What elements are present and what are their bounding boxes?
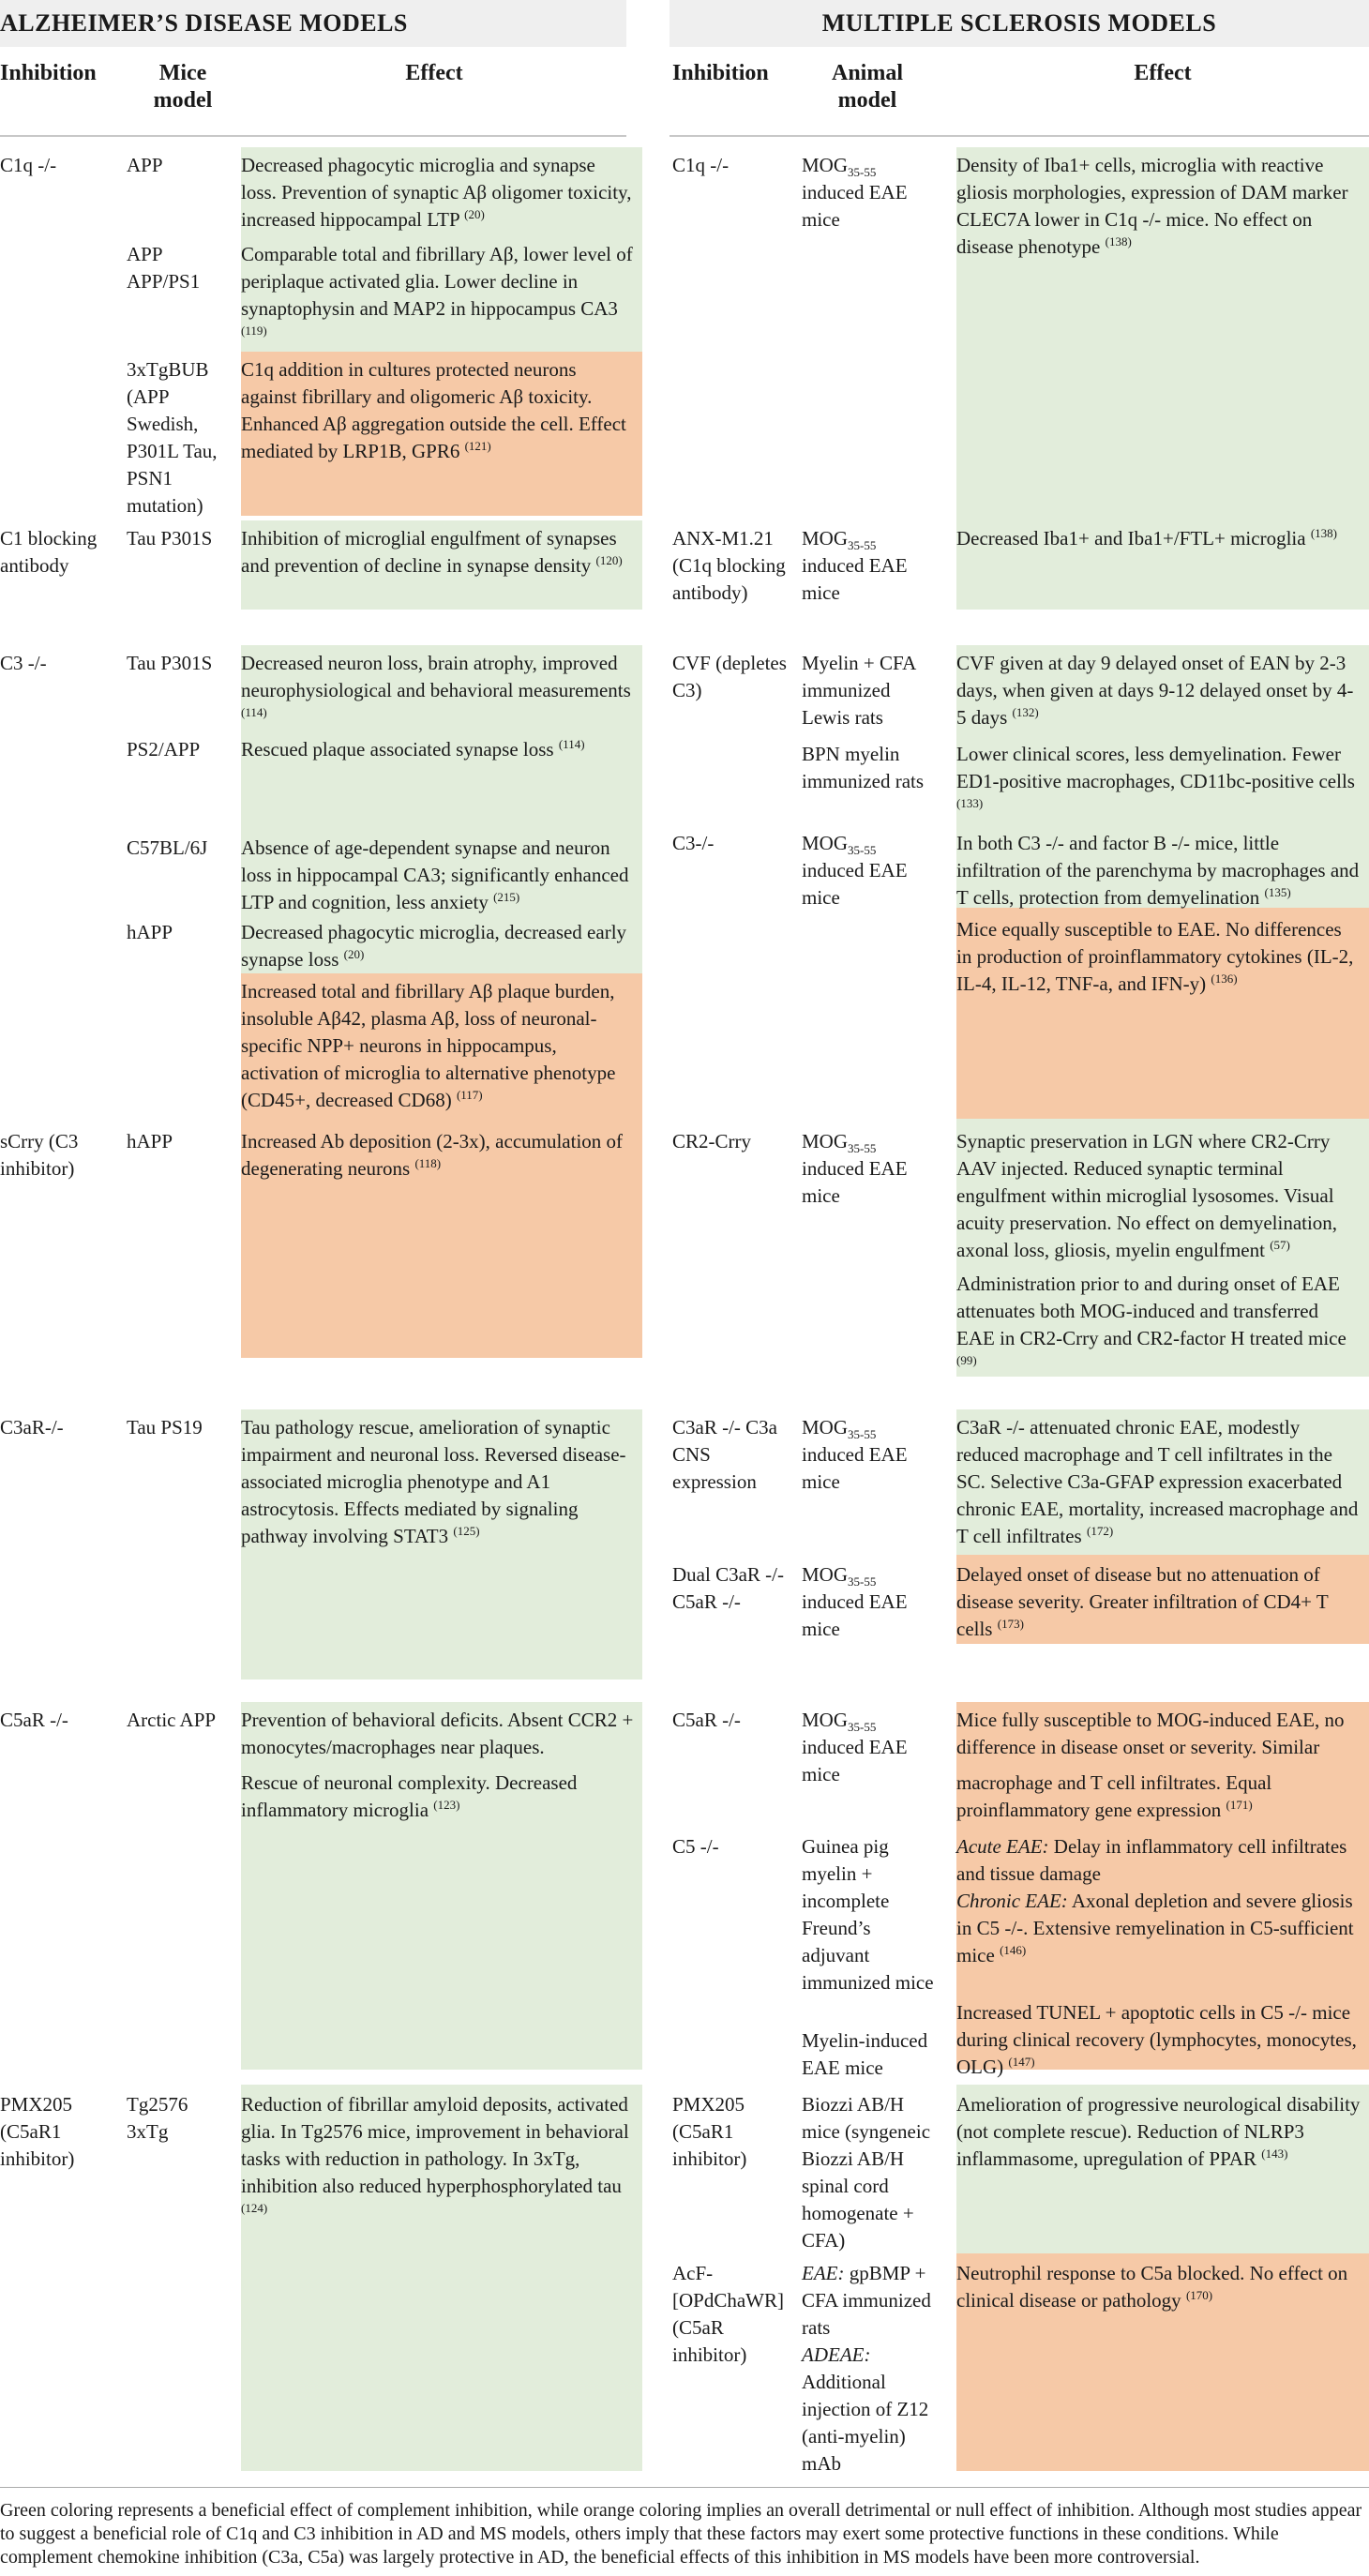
ad-header-inhibition: Inhibition — [0, 61, 97, 85]
ms-mog-rest2: mice — [802, 208, 840, 231]
ms-effect-anx-text: Decreased Iba1+ and Iba1+/FTL+ microglia — [956, 527, 1306, 550]
ms-effect-myelin-ref: (147) — [1008, 2055, 1035, 2069]
ms-effect-c5ar2 — [956, 1770, 1361, 1824]
ms-header-model-line2: model — [837, 88, 897, 113]
ad-effect-pmx-ref: (124) — [241, 2201, 268, 2215]
ms-mog-rest1: induced EAE — [802, 1157, 908, 1180]
ad-effect-ps2app-ref: (114) — [558, 737, 585, 751]
ms-effect-anx — [956, 525, 1361, 552]
ms-inhib-anx: ANX-M1.21 (C1q blocking antibody) — [672, 527, 786, 604]
ms-effect-cr2-2 — [956, 1271, 1361, 1379]
ad-effect-3xtgbub-text: C1q addition in cultures protected neurons against fibrillary and oligomeric Aβ toxicity. Enhanced Aβ aggregation outside the cell. Effect mediated by LRP1B, GPR6 — [241, 358, 626, 462]
ad-effect-ps2app — [241, 736, 635, 763]
ad-model-taup301s-a: Tau P301S — [127, 527, 213, 550]
ms-effect-cvf-text: CVF given at day 9 delayed onset of EAN by 2-3 days, when given at days 9-12 delayed onset by 4-5 days — [956, 652, 1354, 729]
ad-effect-app — [241, 152, 635, 233]
ms-inhib-cvf: CVF (depletes C3) — [672, 652, 787, 701]
ad-model-app-line: APP — [127, 243, 163, 265]
ad-header-effect: Effect — [405, 61, 463, 85]
ms-effect-acf — [956, 2260, 1361, 2314]
ms-c5-acute-label: Acute EAE: — [956, 1835, 1049, 1858]
ad-effect-c1block-text: Inhibition of microglial engulfment of synapses and prevention of decline in synapse density — [241, 527, 617, 577]
ad-header-model — [122, 60, 244, 114]
ms-model-mog-2 — [802, 525, 933, 607]
ms-inhib-c1q: C1q -/- — [672, 154, 730, 176]
ms-mog-rest1: induced EAE — [802, 1736, 908, 1758]
ms-effect-cvf-ref: (132) — [1012, 705, 1039, 719]
ms-header-effect: Effect — [1134, 61, 1192, 85]
ad-effect-c3tau — [241, 650, 635, 731]
ms-effect-dual-text: Delayed onset of disease but no attenuation of disease severity. Greater infiltration of CD4+ T cells — [956, 1563, 1329, 1640]
ad-effect-app-text: Decreased phagocytic microglia and synapse loss. Prevention of synaptic Aβ oligomer toxicity, increased hippocampal LTP — [241, 154, 632, 231]
ms-mog-sub: 35-55 — [848, 843, 877, 858]
ad-effect-c3tau-text: Decreased neuron loss, brain atrophy, improved neurophysiological and behavioral measurements — [241, 652, 631, 701]
ad-model-tg2576: Tg2576 — [127, 2093, 188, 2116]
ms-header-model — [802, 60, 933, 114]
ms-effect-pmx-ref: (143) — [1261, 2147, 1288, 2161]
ms-effect-bpn-ref: (133) — [956, 796, 984, 810]
ad-effect-happ1-ref: (20) — [343, 947, 365, 961]
ms-model-mog-6 — [802, 1561, 933, 1643]
ad-effect-3xtgbub — [241, 356, 635, 465]
ms-mog-label: MOG — [802, 1563, 849, 1586]
ms-model-mog-4 — [802, 1128, 933, 1210]
ad-effect-3xtgbub-ref: (121) — [464, 439, 491, 453]
ms-acf-eae-label: EAE: — [802, 2262, 845, 2284]
ms-mog-rest2: mice — [802, 1184, 840, 1207]
ms-c5-chronic-text: Axonal depletion and severe gliosis in C5 -/-. Extensive remyelination in C5-sufficient mice — [956, 1890, 1354, 1966]
ms-effect-c3-1-ref: (135) — [1264, 885, 1291, 899]
ms-effect-c1q — [956, 152, 1361, 261]
ad-inhib-scrry: sCrry (C3 inhibitor) — [0, 1130, 79, 1180]
ms-acf-eae-text: gpBMP + CFA immunized rats — [802, 2262, 931, 2339]
ad-effect-c57 — [241, 835, 635, 916]
ms-mog-rest1: induced EAE — [802, 859, 908, 881]
ms-mog-sub: 35-55 — [848, 1574, 877, 1589]
ad-effect-pmx-text: Reduction of fibrillar amyloid deposits, activated glia. In Tg2576 mice, improvement in behavioral tasks with reduction in pathology. In 3xTg, inhibition also reduced hyperphosphorylated tau — [241, 2093, 629, 2197]
ad-inhib-c1q: C1q -/- — [0, 154, 57, 176]
ms-inhib-pmx: PMX205 (C5aR1 inhibitor) — [672, 2093, 747, 2170]
ms-mog-rest2: mice — [802, 1618, 840, 1640]
ad-effect-c1block — [241, 525, 635, 580]
ad-model-taup301s-b: Tau P301S — [127, 652, 213, 674]
ms-effect-c3-2-text: Mice equally susceptible to EAE. No differences in production of proinflammatory cytokines (IL-2, IL-4, IL-12, TNF-a, and IFN-y) — [956, 918, 1354, 995]
ms-model-mog-3 — [802, 830, 933, 911]
ms-effect-myelin-text: Increased TUNEL + apoptotic cells in C5 -/- mice during clinical recovery (lymphocytes, monocytes, OLG) — [956, 2001, 1357, 2078]
ad-effect-c3tau-ref: (114) — [241, 705, 267, 719]
ms-model-cvf: Myelin + CFA immunized Lewis rats — [802, 652, 916, 729]
ms-mog-rest1: induced EAE — [802, 554, 908, 577]
footer-rule — [0, 2487, 1369, 2488]
ms-mog-rest2: mice — [802, 581, 840, 604]
ms-model-pmx: Biozzi AB/H mice (syngeneic Biozzi AB/H spinal cord homogenate + CFA) — [802, 2093, 931, 2252]
ad-model-apps1-line: APP/PS1 — [127, 270, 201, 293]
ad-model-c57: C57BL/6J — [127, 836, 208, 859]
ad-effect-happ1 — [241, 919, 635, 973]
ms-inhib-c5ar: C5aR -/- — [672, 1709, 741, 1731]
ms-effect-c5 — [956, 1833, 1361, 1969]
ad-effect-c3ar-ref: (125) — [453, 1524, 480, 1538]
ad-effect-c57-ref: (215) — [493, 890, 520, 904]
ms-effect-pmx — [956, 2091, 1361, 2173]
ad-model-pmx — [127, 2091, 188, 2146]
ms-header-model-line1: Animal — [831, 61, 903, 85]
ms-mog-label: MOG — [802, 1130, 849, 1152]
ms-effect-dual — [956, 1561, 1361, 1643]
ms-model-bpn: BPN myelin immunized rats — [802, 743, 925, 792]
ad-effect-c3ar — [241, 1414, 635, 1550]
ms-model-mog-1 — [802, 152, 933, 233]
ms-c5-chronic-label: Chronic EAE: — [956, 1890, 1068, 1912]
ad-effect-c1block-ref: (120) — [595, 553, 623, 567]
ms-mog-label: MOG — [802, 832, 849, 854]
ad-effect-c5ar2-ref: (123) — [433, 1798, 460, 1812]
ms-mog-rest1: induced EAE — [802, 1590, 908, 1613]
ms-effect-bpn-text: Lower clinical scores, less demyelination. Fewer ED1-positive macrophages, CD11bc-positive cells — [956, 743, 1355, 792]
ms-mog-sub: 35-55 — [848, 1427, 877, 1442]
ms-mog-rest2: mice — [802, 1470, 840, 1493]
ms-inhib-c5: C5 -/- — [672, 1835, 719, 1858]
ms-effect-cvf — [956, 650, 1361, 731]
ad-effect-scrry-text: Increased Ab deposition (2-3x), accumulation of degenerating neurons — [241, 1130, 624, 1180]
ms-acf-adeae-text: Additional injection of Z12 (anti-myelin) mAb — [802, 2371, 929, 2475]
ms-effect-c1q-ref: (138) — [1105, 234, 1132, 249]
ms-title-text: MULTIPLE SCLEROSIS MODELS — [821, 9, 1217, 37]
ms-effect-c5-chronic — [956, 1888, 1361, 1969]
ms-model-myelin: Myelin-induced EAE mice — [802, 2029, 928, 2079]
ms-c5-ref: (146) — [1000, 1943, 1027, 1957]
ad-effect-scrry — [241, 1128, 635, 1183]
ad-inhib-c3ar: C3aR-/- — [0, 1416, 64, 1439]
ms-effect-c3ar-ref: (172) — [1086, 1524, 1114, 1538]
ms-mog-rest2: mice — [802, 1763, 840, 1785]
ms-effect-c3-2-ref: (136) — [1211, 972, 1238, 986]
ad-model-taups19: Tau PS19 — [127, 1416, 203, 1439]
ms-effect-c5ar1: Mice fully susceptible to MOG-induced EAE, no difference in disease onset or severity. Similar — [956, 1709, 1345, 1758]
ms-model-mog-5 — [802, 1414, 933, 1496]
ms-effect-pmx-text: Amelioration of progressive neurological disability (not complete rescue). Reduction of NLRP3 inflammasome, upregulation of PPAR — [956, 2093, 1361, 2170]
ad-effect-c5ar2-text: Rescue of neuronal complexity. Decreased inflammatory microglia — [241, 1771, 578, 1821]
ms-model-acf-adeae — [802, 2342, 942, 2478]
ms-panel-title — [669, 0, 1369, 47]
ms-effect-c5ar2-ref: (171) — [1226, 1798, 1253, 1812]
ms-mog-sub: 35-55 — [848, 1141, 877, 1156]
ad-effect-happ1-text: Decreased phagocytic microglia, decreased early synapse loss — [241, 921, 627, 971]
ad-effect-scrry-ref: (118) — [414, 1156, 442, 1170]
header-rule-left — [0, 135, 626, 137]
ms-mog-rest1: induced EAE — [802, 1443, 908, 1466]
ad-inhib-c3: C3 -/- — [0, 652, 47, 674]
ad-effect-apps1 — [241, 241, 635, 350]
ms-mog-sub: 35-55 — [848, 165, 877, 180]
ms-effect-c3-2 — [956, 916, 1361, 998]
ms-mog-sub: 35-55 — [848, 1720, 877, 1735]
ms-effect-dual-ref: (173) — [997, 1617, 1024, 1631]
ms-effect-bpn — [956, 741, 1361, 822]
ad-model-app-aps1 — [127, 241, 200, 295]
ad-model-happ: hAPP — [127, 921, 173, 943]
ad-model-arctic: Arctic APP — [127, 1709, 217, 1731]
ms-mog-rest2: mice — [802, 886, 840, 909]
ms-effect-cr2-2-ref: (99) — [956, 1353, 977, 1367]
ms-acf-adeae-label: ADEAE: — [802, 2343, 871, 2366]
ms-effect-acf-ref: (170) — [1185, 2288, 1213, 2302]
ms-model-acf — [802, 2260, 942, 2478]
ad-effect-happ2-ref: (117) — [456, 1088, 483, 1102]
ms-effect-c5-acute — [956, 1833, 1361, 1888]
ad-effect-c5ar2 — [241, 1770, 635, 1824]
ms-mog-rest1: induced EAE — [802, 181, 908, 203]
ms-inhib-cr2: CR2-Crry — [672, 1130, 751, 1152]
ad-effect-apps1-ref: (119) — [241, 324, 267, 338]
ms-mog-label: MOG — [802, 1709, 849, 1731]
ms-effect-c3-1-text: In both C3 -/- and factor B -/- mice, little infiltration of the parenchyma by macrophages and T cells, protection from demyelination — [956, 832, 1360, 909]
ad-model-3xtgbub: 3xTgBUB (APP Swedish, P301L Tau, PSN1 mutation) — [127, 358, 218, 517]
ms-inhib-dual: Dual C3aR -/- C5aR -/- — [672, 1563, 784, 1613]
ms-effect-c3-1 — [956, 830, 1361, 911]
ms-effect-c3ar — [956, 1414, 1361, 1550]
ms-inhib-acf: AcF-[OPdChaWR] (C5aR inhibitor) — [672, 2262, 784, 2366]
ad-inhib-c5ar: C5aR -/- — [0, 1709, 68, 1731]
ms-effect-c5ar2-text: macrophage and T cell infiltrates. Equal proinflammatory gene expression — [956, 1771, 1272, 1821]
table-footnote: Green coloring represents a beneficial effect of complement inhibition, while orange coloring implies an overall detrimental or null effect of inhibition. Although most studies appear to suggest a beneficial role of C1q and C3 inhibition in AD and MS models, others imply that these factors may exert some protective functions in these conditions. While complement chemokine inhibition (C3a, C5a) was largely protective in AD, the beneficial effects of this inhibition in MS models have been more controversial. — [0, 2500, 1362, 2568]
ad-effect-apps1-text: Comparable total and fibrillary Aβ, lower level of periplaque activated glia. Lower decline in synaptophysin and MAP2 in hippocampus CA3 — [241, 243, 633, 320]
ms-c5-acute-text: Delay in inflammatory cell infiltrates and tissue damage — [956, 1835, 1347, 1885]
ms-effect-cr2-1 — [956, 1128, 1361, 1264]
ms-effect-cr2-2-text: Administration prior to and during onset of EAE attenuates both MOG-induced and transferred EAE in CR2-Crry and CR2-factor H treated mice — [956, 1273, 1346, 1349]
ad-effect-app-ref: (20) — [464, 207, 485, 221]
ad-effect-happ2-text: Increased total and fibrillary Aβ plaque burden, insoluble Aβ42, plasma Aβ, loss of neuronal-specific NPP+ neurons in hippocampus, activation of microglia to alternative phenotype (CD45+, decreased CD68) — [241, 980, 616, 1111]
ad-header-model-line1: Mice — [158, 61, 207, 85]
ad-header-model-line2: model — [153, 88, 213, 113]
ad-effect-happ2 — [241, 978, 635, 1114]
ms-effect-cr2-1-text: Synaptic preservation in LGN where CR2-Crry AAV injected. Reduced synaptic terminal engulfment within microglial lysosomes. Visual acuity preservation. No effect on demyelination, axonal loss, gliosis, myelin engulfment — [956, 1130, 1338, 1261]
header-rule-right — [669, 135, 1369, 137]
ms-inhib-c3ar: C3aR -/- C3a CNS expression — [672, 1416, 777, 1493]
ad-inhib-c1block: C1 blocking antibody — [0, 527, 98, 577]
ms-effect-anx-ref: (138) — [1310, 526, 1337, 540]
ad-model-happ-b: hAPP — [127, 1130, 173, 1152]
ad-effect-c5ar1: Prevention of behavioral deficits. Absent CCR2 + monocytes/macrophages near plaques. — [241, 1709, 634, 1758]
ms-mog-sub: 35-55 — [848, 538, 877, 553]
ad-model-app: APP — [127, 154, 163, 176]
ms-mog-label: MOG — [802, 1416, 849, 1439]
ms-header-inhibition: Inhibition — [672, 61, 769, 85]
ms-model-mog-7 — [802, 1707, 933, 1788]
ms-effect-myelin — [956, 1999, 1361, 2081]
ms-mog-label: MOG — [802, 527, 849, 550]
ad-panel-title — [0, 0, 626, 47]
ad-effect-pmx — [241, 2091, 635, 2227]
ms-effect-c1q-text: Density of Iba1+ cells, microglia with reactive gliosis morphologies, expression of DAM marker CLEC7A lower in C1q -/- mice. No effect on disease phenotype — [956, 154, 1348, 258]
ms-effect-cr2-1-ref: (57) — [1270, 1238, 1290, 1252]
ad-inhib-pmx: PMX205 (C5aR1 inhibitor) — [0, 2093, 75, 2170]
ad-model-3xtg: 3xTg — [127, 2120, 169, 2143]
ms-model-c5: Guinea pig myelin + incomplete Freund’s adjuvant immunized mice — [802, 1835, 934, 1994]
ad-effect-c3ar-text: Tau pathology rescue, amelioration of synaptic impairment and neuronal loss. Reversed disease-associated microglia phenotype and A1 astrocytosis. Effects mediated by signaling pathway involving STAT3 — [241, 1416, 626, 1547]
ms-effect-acf-text: Neutrophil response to C5a blocked. No effect on clinical disease or pathology — [956, 2262, 1348, 2312]
ad-model-ps2app: PS2/APP — [127, 738, 201, 761]
ad-effect-ps2app-text: Rescued plaque associated synapse loss — [241, 738, 554, 761]
ms-mog-label: MOG — [802, 154, 849, 176]
ad-effect-c57-text: Absence of age-dependent synapse and neuron loss in hippocampal CA3; significantly enhanced LTP and cognition, less anxiety — [241, 836, 629, 913]
ms-inhib-c3: C3-/- — [672, 832, 715, 854]
ms-model-acf-eae — [802, 2260, 942, 2342]
ad-title-text: ALZHEIMER’S DISEASE MODELS — [0, 9, 408, 37]
ms-effect-c3ar-text: C3aR -/- attenuated chronic EAE, modestly reduced macrophage and T cell infiltrates in the SC. Selective C3a-GFAP expression exacerbated chronic EAE, mortality, increased macrophage and T cell infiltrates — [956, 1416, 1359, 1547]
